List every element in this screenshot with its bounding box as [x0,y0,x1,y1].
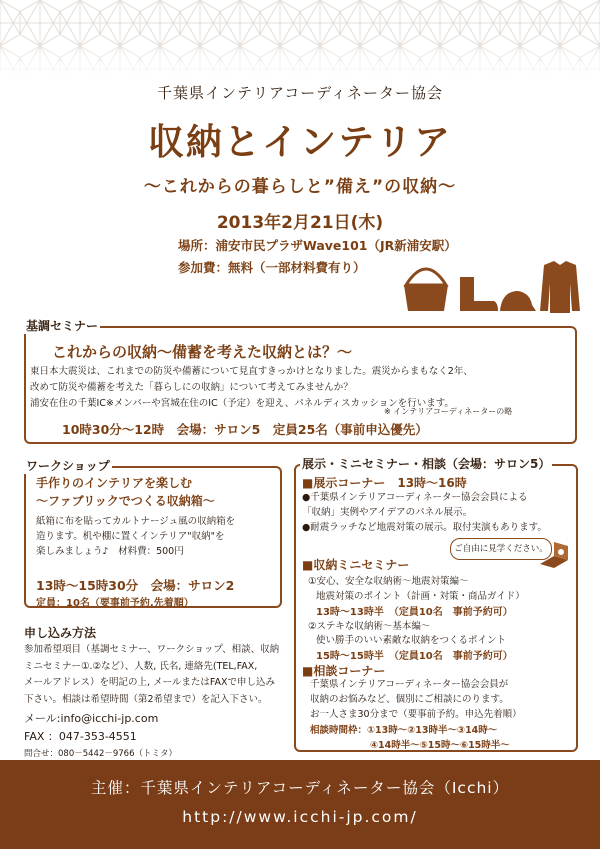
mini-seminar-heading: ■収納ミニセミナー [302,558,410,572]
illustration-group [400,255,580,315]
seminar-note: ※ インテリアコーディネーターの略 [384,407,513,416]
workshop-capacity: 定員：10名（要事前予約.先着順） [36,598,194,609]
apply-line: メールアドレス）を明記の上, メールまたはFAXで申し込み [24,677,275,688]
consult-corner-description [310,677,574,722]
mini-seminar-2-time: 15時～15時半 （定員10名 事前予約可） [316,651,513,662]
display-line: ●耐震ラッチなど地震対策の展示。取付実演もあります。 [302,522,547,533]
mini-seminar-2-description: 使い勝手のいい素敵な収納をつくるポイント [316,635,507,646]
seminar-description [30,364,575,412]
page-subtitle: ～これからの暮らしと”備え”の収納～ [143,177,457,197]
apply-line: 参加希望項目（基調セミナー、ワークショップ、相談、収納 [24,644,280,655]
mini-seminar-2-title: ②ステキな収納術～基本編～ [308,621,431,632]
apply-line: 下さい。相談は希望時間（第2希望まで）を記入下さい。 [24,693,268,705]
display-corner-description [302,490,574,535]
apply-line: ミニセミナー①.②など）、人数, 氏名, 連絡先(TEL,FAX, [24,660,258,672]
display-corner-heading: ■展示コーナー 13時～16時 [302,476,467,490]
event-date: 2013年2月21日(木) [216,213,384,233]
footer-host: 主催：千葉県インテリアコーディネーター協会（Icchi） [90,779,510,797]
display-line: 「収納」実例やアイデアのパネル展示。 [302,507,473,518]
visit-freely-bubble: ご自由に見学ください。 [450,538,552,560]
apply-phone: 問合せ：080－5442－9766（トミタ） [24,749,177,759]
seminar-title: これからの収納～備蓄を考えた収納とは？～ [52,343,353,361]
consult-line: 千葉県インテリアコーディネーター協会会員が [310,679,509,690]
footer-url[interactable]: http://www.icchi-jp.com/ [182,808,418,826]
apply-fax: FAX ：047-353-4551 [24,730,137,743]
seminar-line: 東日本大震災は、これまでの防災や備蓄について見直すきっかけとなりました。震災からまもなく2年、 [30,366,473,377]
event-venue: 場所：浦安市民プラザWave101（JR新浦安駅） [178,238,457,253]
workshop-line: 楽しみましょう♪ 材料費：500円 [36,546,184,557]
consult-times-1: 相談時間枠：①13時～②13時半～③14時～ [310,725,498,736]
boot-icon [460,277,498,311]
footer-band [0,760,600,849]
cap-icon [500,291,536,311]
workshop-line: 造ります。机や棚に置くインテリア"収納"を [36,531,225,542]
exhibition-label: 展示・ミニセミナー・相談（会場：サロン5） [302,457,551,471]
consult-line: お一人さま30分まで（要事前予約。申込先着順） [310,709,522,720]
seminar-label: 基調セミナー [26,319,99,333]
mini-seminar-1-time: 13時～13時半 （定員10名 事前予約可） [316,607,513,618]
workshop-subtitle: ～ファブリックでつくる収納箱～ [36,494,215,508]
apply-email[interactable]: メール:info@icchi-jp.com [24,712,159,725]
workshop-line: 紙箱に布を貼ってカルトナージュ風の収納箱を [36,516,236,527]
display-line: ●千葉県インテリアコーディネーター協会会員による [302,492,528,503]
seminar-line: 改めて防災や備蓄を考えた「暮らしにの収納」について考えてみませんか？ [30,382,353,393]
apply-description [24,642,286,708]
jacket-icon [540,261,580,313]
association-name: 千葉県インテリアコーディネーター協会 [156,84,444,102]
pattern-fade [0,0,600,78]
basket-icon [404,269,448,311]
consult-times-2: ④14時半～⑤15時～⑥15時半～ [370,740,510,751]
seminar-time: 10時30分～12時 会場：サロン5 定員25名（事前申込優先） [62,422,428,437]
apply-heading: 申し込み方法 [24,626,97,640]
consult-corner-heading: ■相談コーナー [302,664,386,678]
event-fee: 参加費：無料（一部材料費有り） [178,260,366,275]
workshop-description [36,514,276,559]
latch-hinge-icon [538,540,570,570]
workshop-title: 手作りのインテリアを楽しむ [36,476,193,490]
consult-line: 収納のお悩みなど、個別にご相談にのります。 [310,694,509,705]
mini-seminar-1-description: 地震対策のポイント（計画・対策・商品ガイド） [316,591,525,602]
mini-seminar-1-title: ①安心、安全な収納術～地震対策編～ [308,576,469,587]
page-title: 収納とインテリア [147,122,452,163]
workshop-label: ワークショップ [26,459,110,473]
seminar-line: 浦安在住の千葉IC※メンバーや宮城在住のIC（予定）を迎え、パネルディスカッションを行います。 [30,398,454,409]
workshop-time: 13時～15時30分 会場：サロン2 [36,578,235,593]
